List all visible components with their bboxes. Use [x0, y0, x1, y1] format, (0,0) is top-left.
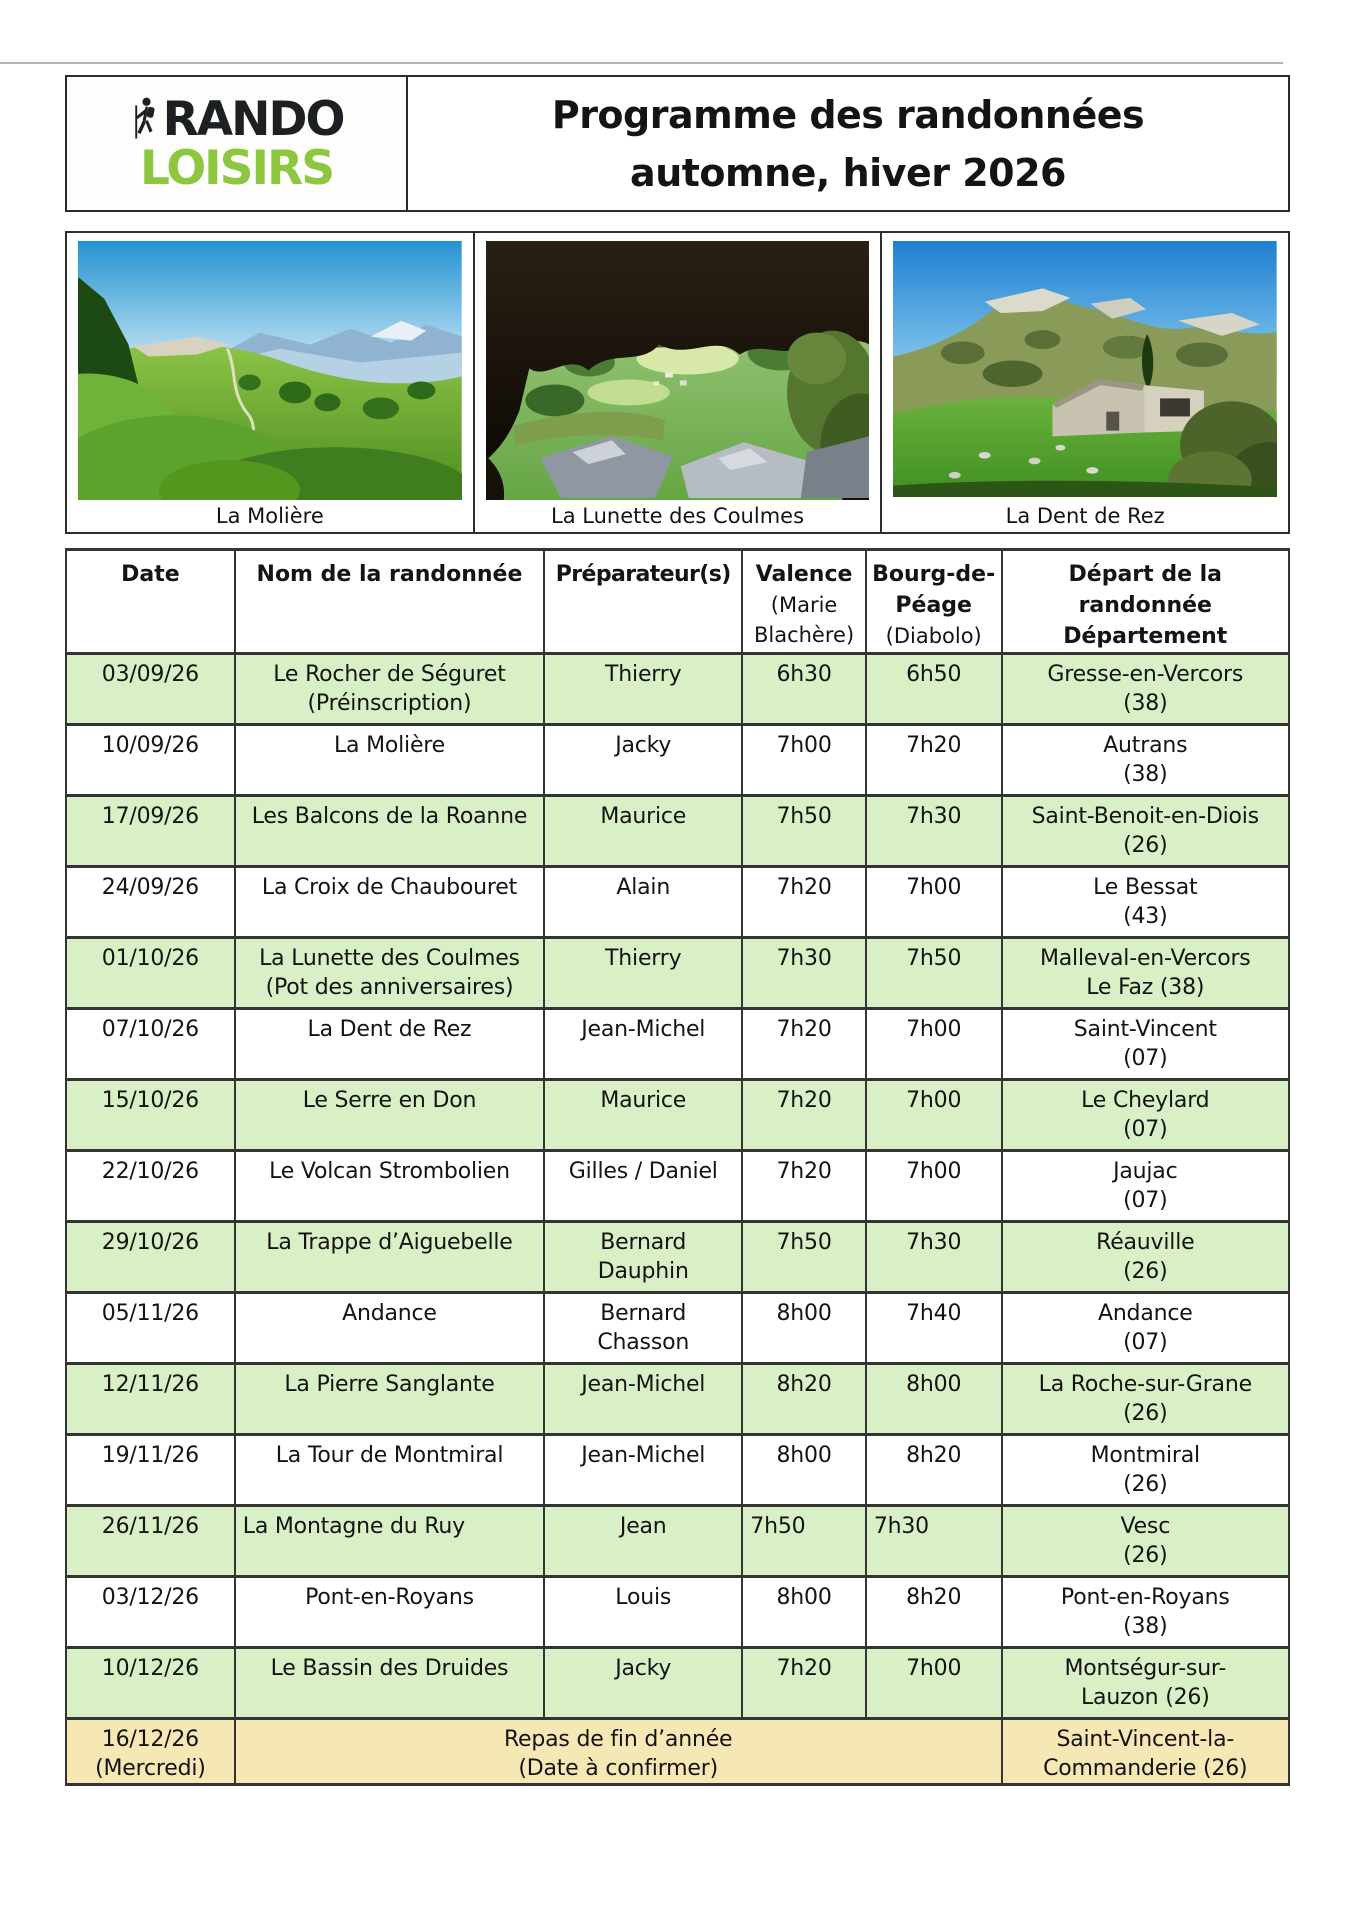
table-row — [66, 1577, 1289, 1648]
cell-date: 22/10/26 — [66, 1151, 235, 1222]
cell-depart: Vesc (26) — [1002, 1506, 1289, 1577]
table-row — [66, 1080, 1289, 1151]
hiker-icon — [130, 95, 160, 143]
cell-valence-time: 6h30 — [742, 654, 866, 725]
table-row — [66, 1435, 1289, 1506]
cell-name: La Pierre Sanglante — [235, 1364, 544, 1435]
table-row — [66, 1009, 1289, 1080]
cell-date: 19/11/26 — [66, 1435, 235, 1506]
photo-caption-la-lunette: La Lunette des Coulmes — [551, 504, 805, 528]
hike-table-body — [66, 654, 1289, 1785]
cell-bourg-time: 7h30 — [866, 1506, 1002, 1577]
cell-preparer: Jacky — [544, 1648, 742, 1719]
cell-bourg-time: 7h00 — [866, 1009, 1002, 1080]
cell-depart: Andance (07) — [1002, 1293, 1289, 1364]
cell-preparer: Jean-Michel — [544, 1364, 742, 1435]
cell-date: 12/11/26 — [66, 1364, 235, 1435]
cell-name: La Montagne du Ruy — [235, 1506, 544, 1577]
cell-depart: Réauville (26) — [1002, 1222, 1289, 1293]
photo-caption-la-dent-de-rez: La Dent de Rez — [1005, 504, 1165, 528]
cell-depart: Saint-Vincent-la- Commanderie (26) — [1002, 1719, 1289, 1785]
col-header-bourg-sub: (Diabolo) — [885, 624, 982, 648]
header-box — [65, 75, 1290, 212]
table-row — [66, 1151, 1289, 1222]
photo-card-la-moliere — [65, 231, 475, 534]
cell-preparer: Jean — [544, 1506, 742, 1577]
cell-date: 17/09/26 — [66, 796, 235, 867]
cell-name: Les Balcons de la Roanne — [235, 796, 544, 867]
cell-preparer: Alain — [544, 867, 742, 938]
cell-depart: Malleval-en-Vercors Le Faz (38) — [1002, 938, 1289, 1009]
col-header-bourg-title: Bourg-de-Péage — [872, 562, 996, 618]
cell-preparer: Thierry — [544, 938, 742, 1009]
cell-name: Pont-en-Royans — [235, 1577, 544, 1648]
cell-name: La Dent de Rez — [235, 1009, 544, 1080]
page-title-line2: automne, hiver 2026 — [630, 150, 1066, 195]
photo-la-lunette-des-coulmes — [486, 241, 870, 500]
cell-name: Andance — [235, 1293, 544, 1364]
cell-date: 10/12/26 — [66, 1648, 235, 1719]
col-header-valence-title: Valence — [755, 562, 853, 587]
cell-depart: Le Cheylard (07) — [1002, 1080, 1289, 1151]
cell-bourg-time: 7h50 — [866, 938, 1002, 1009]
cell-name: Le Volcan Strombolien — [235, 1151, 544, 1222]
page-title — [408, 77, 1288, 210]
cell-bourg-time: 7h00 — [866, 867, 1002, 938]
cell-depart: Saint-Vincent (07) — [1002, 1009, 1289, 1080]
page-title-line1: Programme des randonnées — [551, 92, 1145, 137]
col-header-date: Date — [66, 550, 235, 654]
cell-depart: Gresse-en-Vercors (38) — [1002, 654, 1289, 725]
table-row — [66, 1506, 1289, 1577]
cell-valence-time: 7h20 — [742, 867, 866, 938]
cell-name: La Trappe d’Aiguebelle — [235, 1222, 544, 1293]
cell-bourg-time: 7h00 — [866, 1080, 1002, 1151]
header-row — [66, 550, 1289, 654]
table-row — [66, 1648, 1289, 1719]
cell-date: 07/10/26 — [66, 1009, 235, 1080]
cell-depart: Le Bessat (43) — [1002, 867, 1289, 938]
cell-preparer: Bernard Dauphin — [544, 1222, 742, 1293]
cell-preparer: Maurice — [544, 796, 742, 867]
cell-date: 24/09/26 — [66, 867, 235, 938]
cell-date: 03/12/26 — [66, 1577, 235, 1648]
cell-depart: La Roche-sur-Grane (26) — [1002, 1364, 1289, 1435]
table-row — [66, 1222, 1289, 1293]
cell-preparer: Jean-Michel — [544, 1435, 742, 1506]
cell-bourg-time: 8h20 — [866, 1435, 1002, 1506]
cell-depart: Jaujac (07) — [1002, 1151, 1289, 1222]
cell-bourg-time: 7h00 — [866, 1648, 1002, 1719]
cell-bourg-time: 6h50 — [866, 654, 1002, 725]
cell-bourg-time: 7h40 — [866, 1293, 1002, 1364]
cell-valence-time: 7h50 — [742, 1506, 866, 1577]
cell-preparer: Louis — [544, 1577, 742, 1648]
cell-date: 15/10/26 — [66, 1080, 235, 1151]
col-header-preparer: Préparateur(s) — [544, 550, 742, 654]
table-row — [66, 725, 1289, 796]
table-row — [66, 938, 1289, 1009]
photo-strip — [65, 231, 1290, 534]
cell-date: 01/10/26 — [66, 938, 235, 1009]
table-row — [66, 867, 1289, 938]
cell-date: 29/10/26 — [66, 1222, 235, 1293]
table-row — [66, 654, 1289, 725]
cell-bourg-time: 8h00 — [866, 1364, 1002, 1435]
cell-date: 03/09/26 — [66, 654, 235, 725]
col-header-bourg — [866, 550, 1002, 654]
table-row — [66, 1364, 1289, 1435]
cell-bourg-time: 7h20 — [866, 725, 1002, 796]
photo-la-moliere — [78, 241, 462, 500]
col-header-valence-sub: (Marie Blachère) — [753, 593, 855, 647]
cell-valence-time: 7h50 — [742, 796, 866, 867]
cell-preparer: Jacky — [544, 725, 742, 796]
cell-depart: Saint-Benoit-en-Diois (26) — [1002, 796, 1289, 867]
cell-name: La Croix de Chaubouret — [235, 867, 544, 938]
logo-box — [67, 77, 408, 210]
cell-valence-time: 8h00 — [742, 1293, 866, 1364]
cell-valence-time: 7h20 — [742, 1009, 866, 1080]
cell-name: La Tour de Montmiral — [235, 1435, 544, 1506]
col-header-valence — [742, 550, 866, 654]
cell-depart: Montmiral (26) — [1002, 1435, 1289, 1506]
cell-name: Le Serre en Don — [235, 1080, 544, 1151]
cell-valence-time: 7h20 — [742, 1648, 866, 1719]
event-row — [66, 1719, 1289, 1785]
hike-table-header — [66, 550, 1289, 654]
cell-depart: Autrans (38) — [1002, 725, 1289, 796]
cell-bourg-time: 7h30 — [866, 1222, 1002, 1293]
cell-valence-time: 7h20 — [742, 1151, 866, 1222]
cell-preparer: Jean-Michel — [544, 1009, 742, 1080]
photo-card-la-lunette — [473, 231, 883, 534]
cell-bourg-time: 8h20 — [866, 1577, 1002, 1648]
photo-caption-la-moliere: La Molière — [215, 504, 324, 528]
cell-preparer: Bernard Chasson — [544, 1293, 742, 1364]
cell-preparer: Gilles / Daniel — [544, 1151, 742, 1222]
cell-event: Repas de fin d’année (Date à confirmer) — [235, 1719, 1002, 1785]
cell-valence-time: 8h00 — [742, 1435, 866, 1506]
cell-date: 10/09/26 — [66, 725, 235, 796]
cell-date: 26/11/26 — [66, 1506, 235, 1577]
cell-preparer: Thierry — [544, 654, 742, 725]
cell-name: Le Rocher de Séguret (Préinscription) — [235, 654, 544, 725]
cell-bourg-time: 7h00 — [866, 1151, 1002, 1222]
cell-valence-time: 7h30 — [742, 938, 866, 1009]
cell-valence-time: 8h00 — [742, 1577, 866, 1648]
cell-date: 16/12/26 (Mercredi) — [66, 1719, 235, 1785]
logo-text-rando: RANDO — [162, 91, 344, 147]
cell-date: 05/11/26 — [66, 1293, 235, 1364]
cell-name: Le Bassin des Druides — [235, 1648, 544, 1719]
logo-top-row — [130, 91, 344, 147]
cell-depart: Montségur-sur- Lauzon (26) — [1002, 1648, 1289, 1719]
cell-valence-time: 7h00 — [742, 725, 866, 796]
cell-valence-time: 7h20 — [742, 1080, 866, 1151]
cell-bourg-time: 7h30 — [866, 796, 1002, 867]
cell-name: La Molière — [235, 725, 544, 796]
hike-table — [65, 548, 1290, 1786]
cell-valence-time: 8h20 — [742, 1364, 866, 1435]
photo-la-dent-de-rez — [893, 241, 1277, 497]
table-row — [66, 1293, 1289, 1364]
cell-depart: Pont-en-Royans (38) — [1002, 1577, 1289, 1648]
col-header-name: Nom de la randonnée — [235, 550, 544, 654]
cell-valence-time: 7h50 — [742, 1222, 866, 1293]
logo-text-loisirs: LOISIRS — [139, 141, 334, 196]
table-row — [66, 796, 1289, 867]
page-content — [65, 0, 1290, 1786]
photo-card-la-dent-de-rez — [880, 231, 1290, 534]
cell-name: La Lunette des Coulmes (Pot des anniversaires) — [235, 938, 544, 1009]
cell-preparer: Maurice — [544, 1080, 742, 1151]
col-header-depart: Départ de la randonnée Département — [1002, 550, 1289, 654]
